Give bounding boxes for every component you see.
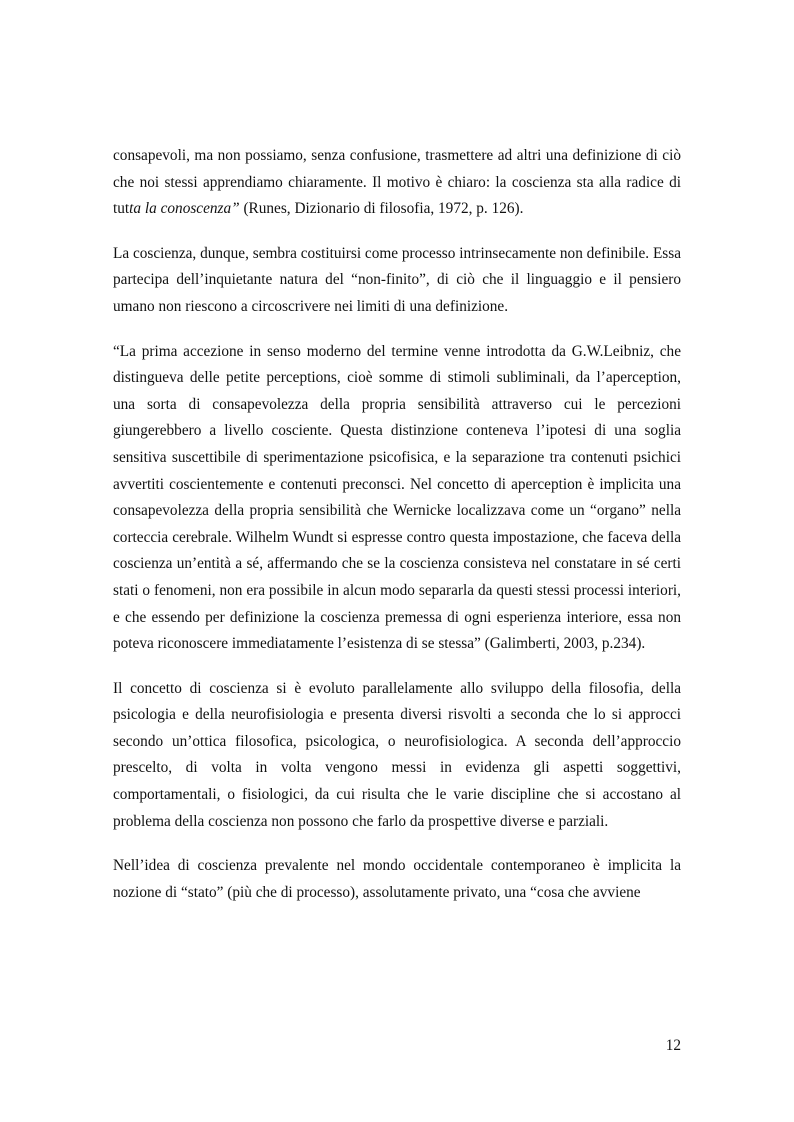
paragraph-2: La coscienza, dunque, sembra costituirsi come processo intrinsecamente non definibile. Essa partecipa dell’inquietante natura del “non-finito”, di ciò che il linguaggio e il pensiero umano non riescono a circoscrivere nei limiti di una definizione. — [113, 244, 681, 315]
paragraph-5: Nell’idea di coscienza prevalente nel mondo occidentale contemporaneo è implicita la nozione di “stato” (più che di processo), assolutamente privato, una “cosa che avviene — [113, 857, 681, 901]
paragraph-4: Il concetto di coscienza si è evoluto parallelamente allo sviluppo della filosofia, della psicologia e della neurofisiologia e presenta diversi risvolti a seconda che lo si approcci secondo un’ottica filosofica, psicologica, o neurofisiologica. A seconda dell’approccio prescelto, di volta in volta vengono messi in evidenza gli aspetti soggettivi, comportamentali, o fisiologici, da cui risulta che le varie discipline che si accostano al problema della coscienza non possono che farlo da prospettive diverse e parziali. — [113, 679, 681, 830]
paragraph-1 — [113, 143, 681, 223]
paragraph-3-quote: “La prima accezione in senso moderno del termine venne introdotta da G.W.Leibniz, che distingueva delle petite perceptions, cioè somme di stimoli subliminali, da l’aperception, una sorta di consapevolezza della propria sensibilità attraverso cui le percezioni giungerebbero a livello cosciente. Questa distinzione conteneva l’ipotesi di una soglia sensitiva suscettibile di sperimentazione psicofisica, e la separazione tra contenuti psichici avvertiti coscientemente e contenuti preconsci. Nel concetto di aperception è implicita una consapevolezza della propria sensibilità che Wernicke localizzava come un “organo” nella corteccia cerebrale. Wilhelm Wundt si espresse contro questa impostazione, che faceva della coscienza un’entità a sé, affermando che se la coscienza consisteva nel constatare in sé certi stati o fenomeni, non era possibile in alcun modo separarla da questi stessi processi interiori, e che essendo per definizione la coscienza premessa di ogni esperienza interiore, essa non poteva riconoscere immediatamente l’esistenza di se stessa” (Galimberti, 2003, p.234). — [113, 342, 681, 653]
page-number: 12 — [665, 1037, 681, 1054]
paragraph-1-italic: ta la conoscenza” — [129, 200, 240, 218]
paragraph-1-citation: (Runes, Dizionario di filosofia, 1972, p. 126). — [239, 200, 524, 218]
paragraph-1-text: consapevoli, ma non possiamo, senza confusione, trasmettere ad altri una definizione di ciò che noi stessi apprendiamo chiaramente. Il motivo è chiaro: la coscienza sta alla radice di tut — [113, 147, 681, 218]
page-body — [113, 143, 681, 924]
